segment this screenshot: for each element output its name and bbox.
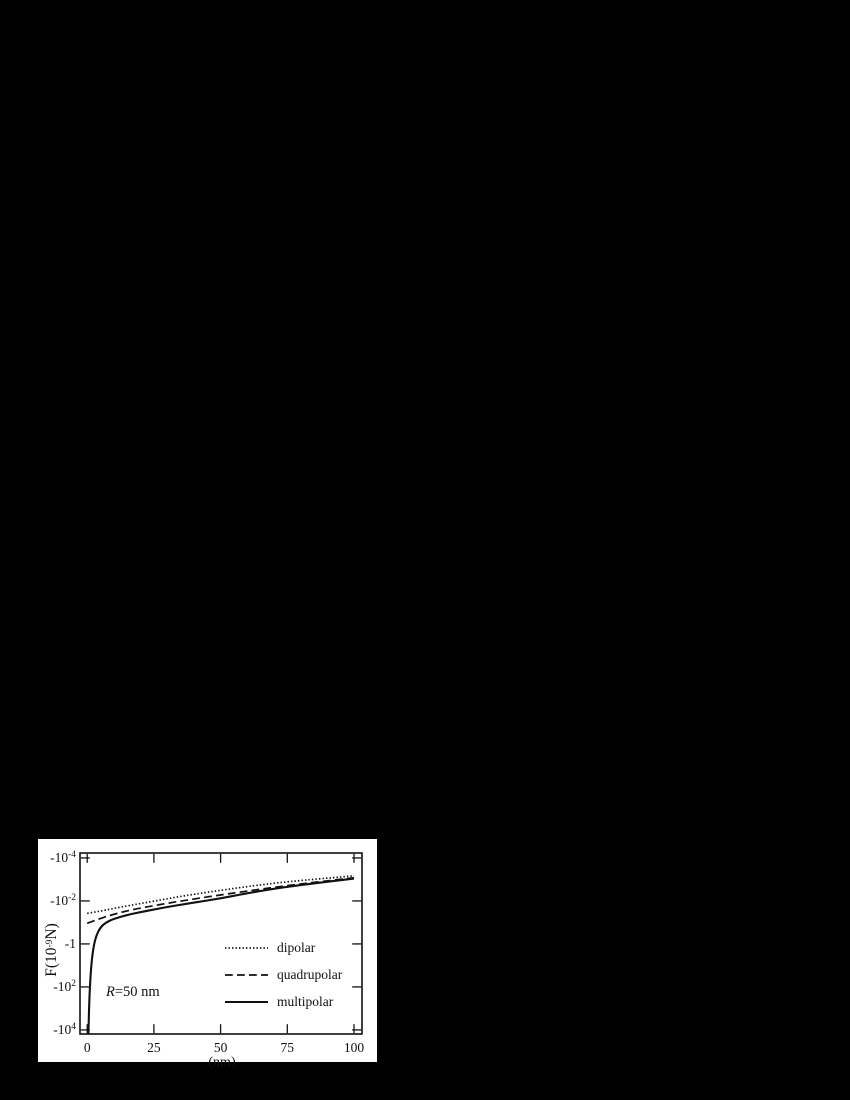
y-tick-superscript: 4 [71,1022,76,1033]
y-axis-title-text: F(10 [43,947,60,977]
y-tick-superscript: 2 [71,979,76,990]
y-tick-main: -10 [50,849,69,865]
legend-label-dipolar: dipolar [277,940,316,955]
quadrupolar-curve [87,878,354,924]
y-tick-label [50,849,76,867]
y-axis-title-unit: N) [43,923,60,940]
y-tick-main: -10 [50,892,69,908]
y-axis-title-superscript: -9 [44,939,55,948]
y-tick-main: -1 [64,935,76,951]
y-tick-label [53,978,76,996]
x-tick-label: 0 [83,1040,91,1055]
x-tick-label: 100 [343,1040,365,1055]
radius-value: =50 nm [114,984,160,1000]
y-tick-label [65,935,76,953]
x-axis-title: (nm) [208,1055,236,1070]
y-tick-main: -10 [53,978,72,994]
y-tick-superscript: -2 [68,893,76,904]
legend-label-quadrupolar: quadrupolar [277,967,343,982]
figure-panel [38,839,377,1070]
y-tick-superscript: -4 [68,850,76,861]
legend-label-multipolar: multipolar [277,994,334,1009]
x-tick-label: 75 [280,1040,295,1055]
x-tick-label: 25 [147,1040,161,1055]
radius-symbol: R [106,984,115,1000]
radius-annotation [106,984,160,1001]
y-tick-main: -10 [53,1021,72,1037]
x-tick-label: 50 [213,1040,228,1055]
chart-canvas [38,839,377,1062]
y-tick-label [50,892,76,910]
y-tick-label [53,1021,76,1039]
